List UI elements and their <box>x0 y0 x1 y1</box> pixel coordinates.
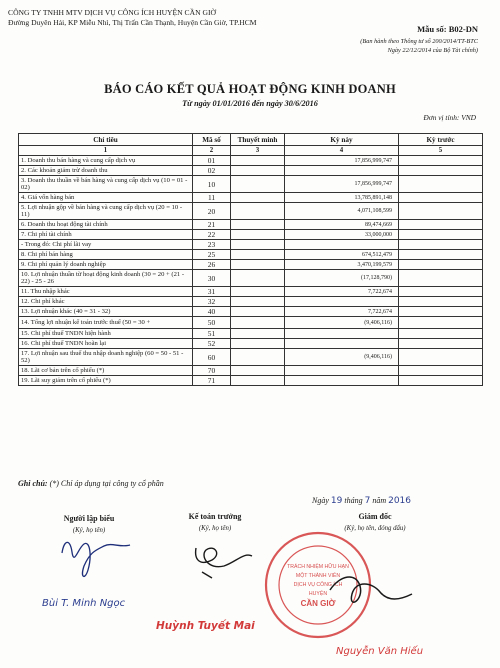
date-month-label: tháng <box>344 496 363 505</box>
footnote-label: Ghi chú: <box>18 479 48 488</box>
accountant-subtitle: (Ký, họ tên) <box>198 525 232 532</box>
row-label: 11. Thu nhập khác <box>19 287 193 297</box>
row-code: 50 <box>193 317 231 329</box>
row-code: 60 <box>193 349 231 366</box>
column-number: 4 <box>285 146 399 156</box>
row-code: 30 <box>193 270 231 287</box>
form-note-line-2: Ngày 22/12/2014 của Bộ Tài chính) <box>387 46 478 54</box>
row-current: 674,512,479 <box>285 250 399 260</box>
report-title: BÁO CÁO KẾT QUẢ HOẠT ĐỘNG KINH DOANH <box>104 82 396 96</box>
row-code: 40 <box>193 307 231 317</box>
svg-text:HUYỆN: HUYỆN <box>308 591 328 597</box>
date-month: 7 <box>364 496 371 506</box>
row-code: 11 <box>193 193 231 203</box>
row-label: 10. Lợi nhuận thuần từ hoạt động kinh doanh (30 = 20 + (21 - 22) - 25 - 26 <box>19 270 193 287</box>
header-current: Kỳ này <box>285 134 399 146</box>
footnote-text: (*) Chỉ áp dụng tại công ty cổ phần <box>49 479 164 488</box>
row-code: 32 <box>193 297 231 307</box>
date-year-label: năm <box>372 496 387 505</box>
row-code: 21 <box>193 220 231 230</box>
svg-text:TRÁCH NHIỆM HỮU HẠN: TRÁCH NHIỆM HỮU HẠN <box>287 564 349 570</box>
row-code: 01 <box>193 156 231 166</box>
preparer-title: Người lập biểu <box>63 514 115 523</box>
svg-text:MỘT THÀNH VIÊN: MỘT THÀNH VIÊN <box>295 573 341 579</box>
row-current: 7,722,674 <box>285 307 399 317</box>
accountant-title: Kế toán trưởng <box>188 512 242 521</box>
row-code: 70 <box>193 366 231 376</box>
column-number: 2 <box>193 146 231 156</box>
row-code: 26 <box>193 260 231 270</box>
row-current: (17,128,790) <box>285 270 399 287</box>
row-label: 2. Các khoản giảm trừ doanh thu <box>19 166 193 176</box>
row-code: 02 <box>193 166 231 176</box>
form-code: Mẫu số: B02-DN <box>417 24 478 34</box>
row-current: 33,000,000 <box>285 230 399 240</box>
row-current: (9,406,116) <box>285 349 399 366</box>
form-note-line-1: (Ban hành theo Thông tư số 200/2014/TT-BTC <box>360 38 478 45</box>
director-subtitle: (Ký, họ tên, đóng dấu) <box>344 525 406 532</box>
svg-text:CẦN GIỜ: CẦN GIỜ <box>300 599 336 608</box>
row-code: 23 <box>193 240 231 250</box>
row-label: 13. Lợi nhuận khác (40 = 31 - 32) <box>19 307 193 317</box>
row-current: 3,470,199,579 <box>285 260 399 270</box>
director-title: Giám đốc <box>358 512 392 521</box>
row-label: 12. Chi phí khác <box>19 297 193 307</box>
row-current: 89,474,669 <box>285 220 399 230</box>
row-code: 22 <box>193 230 231 240</box>
accountant-signature <box>196 548 252 578</box>
row-code: 20 <box>193 203 231 220</box>
column-number: 1 <box>19 146 193 156</box>
row-label: 6. Doanh thu hoạt động tài chính <box>19 220 193 230</box>
row-label: 5. Lợi nhuận gộp về bán hàng và cung cấp dịch vụ (20 = 10 - 11) <box>19 203 193 220</box>
row-current: 17,856,999,747 <box>285 156 399 166</box>
row-current: 7,722,674 <box>285 287 399 297</box>
column-number: 5 <box>399 146 483 156</box>
company-name: CÔNG TY TNHH MTV DỊCH VỤ CÔNG ÍCH HUYỆN CẦN GIỜ <box>8 8 216 17</box>
company-stamp <box>266 533 370 637</box>
report-period: Từ ngày 01/01/2016 đến ngày 30/6/2016 <box>182 99 318 108</box>
row-label: 1. Doanh thu bán hàng và cung cấp dịch vụ <box>19 156 193 166</box>
header-note: Thuyết minh <box>231 134 285 146</box>
header-item: Chỉ tiêu <box>19 134 193 146</box>
row-label: 8. Chi phí bán hàng <box>19 250 193 260</box>
row-label: 3. Doanh thu thuần về bán hàng và cung cấp dịch vụ (10 = 01 - 02) <box>19 176 193 193</box>
row-current: 13,785,891,148 <box>285 193 399 203</box>
column-number: 3 <box>231 146 285 156</box>
row-code: 71 <box>193 376 231 386</box>
row-label: 9. Chi phí quản lý doanh nghiệp <box>19 260 193 270</box>
preparer-name: Bùi T. Minh Ngọc <box>42 598 126 609</box>
row-code: 51 <box>193 329 231 339</box>
preparer-subtitle: (Ký, họ tên) <box>72 527 106 534</box>
date-year: 2016 <box>388 496 411 506</box>
date-prefix: Ngày <box>312 496 329 505</box>
currency-unit: Đơn vị tính: VND <box>423 113 476 122</box>
row-current: 17,856,999,747 <box>285 176 399 193</box>
date-day: 19 <box>330 496 343 506</box>
row-label: 16. Chi phí thuế TNDN hoãn lại <box>19 339 193 349</box>
row-code: 10 <box>193 176 231 193</box>
row-label: 17. Lợi nhuận sau thuế thu nhập doanh nghiệp (60 = 50 - 51 - 52) <box>19 349 193 366</box>
row-label: 7. Chi phí tài chính <box>19 230 193 240</box>
row-label: 18. Lãi cơ bản trên cổ phiếu (*) <box>19 366 193 376</box>
row-label: 15. Chi phí thuế TNDN hiện hành <box>19 329 193 339</box>
row-label: - Trong đó: Chi phí lãi vay <box>19 240 193 250</box>
row-current: (9,406,116) <box>285 317 399 329</box>
row-label: 14. Tổng lợi nhuận kế toán trước thuế (50 = 30 + <box>19 317 193 329</box>
header-code: Mã số <box>193 134 231 146</box>
row-code: 31 <box>193 287 231 297</box>
director-signature <box>330 577 412 602</box>
director-name: Nguyễn Văn Hiếu <box>336 646 424 657</box>
row-current: 4,071,108,599 <box>285 203 399 220</box>
row-label: 4. Giá vốn hàng bán <box>19 193 193 203</box>
header-previous: Kỳ trước <box>399 134 483 146</box>
row-label: 19. Lãi suy giảm trên cổ phiếu (*) <box>19 376 193 386</box>
svg-text:DỊCH VỤ CÔNG ÍCH: DỊCH VỤ CÔNG ÍCH <box>293 582 343 588</box>
accountant-name: Huỳnh Tuyết Mai <box>156 620 255 632</box>
company-address: Đường Duyên Hải, KP Miễu Nhì, Thị Trấn Cần Thạnh, Huyện Cần Giờ, TP.HCM <box>8 17 257 27</box>
row-code: 25 <box>193 250 231 260</box>
preparer-signature <box>62 542 130 576</box>
row-code: 52 <box>193 339 231 349</box>
